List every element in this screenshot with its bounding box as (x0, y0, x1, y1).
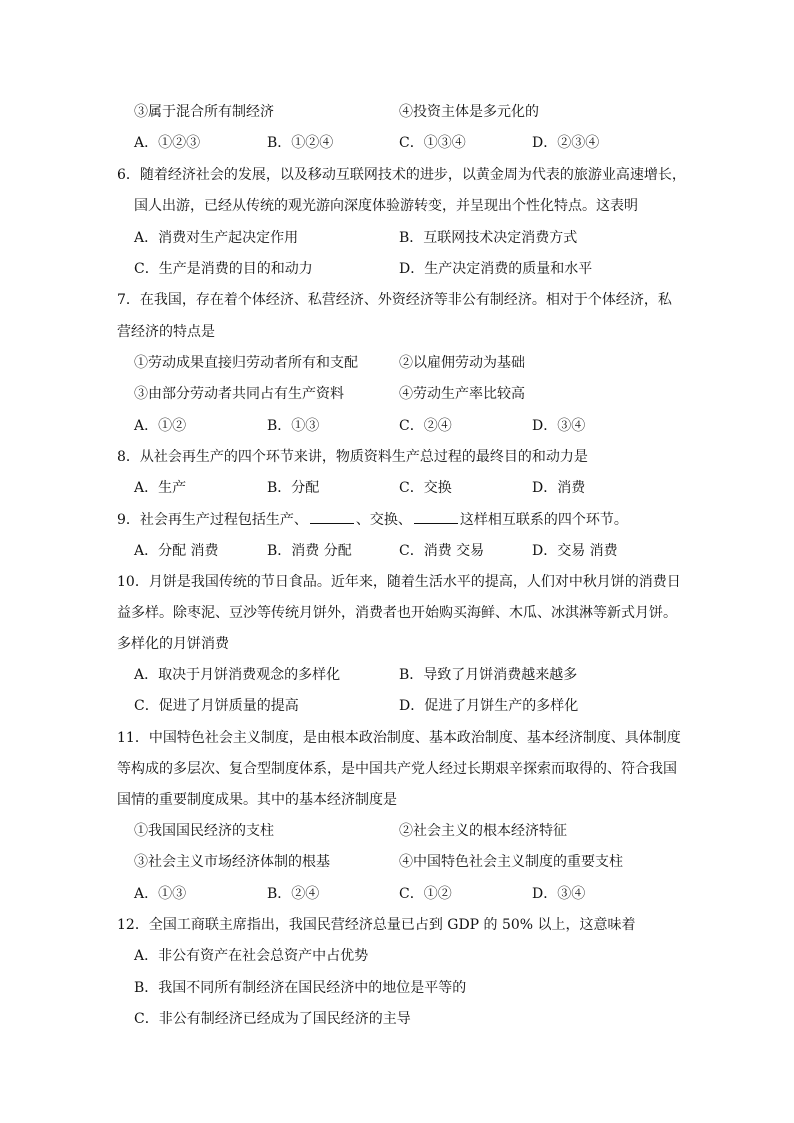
q10-stem-line-3: 多样化的月饼消费 (117, 636, 229, 652)
q6-stem-line-2: 国人出游，已经从传统的观光游向深度体验游转变，并呈现出个性化特点。这表明 (134, 198, 638, 214)
q11-item-2: ②社会主义的根本经济特征 (399, 823, 567, 839)
q9-stem (117, 510, 628, 530)
q8-option-c: C．交换 (399, 480, 452, 496)
q11-item-3: ③社会主义市场经济体制的根基 (134, 854, 330, 870)
q7-item-1: ①劳动成果直接归劳动者所有和支配 (134, 355, 358, 371)
q10-stem-line-2: 益多样。除枣泥、豆沙等传统月饼外，消费者也开始购买海鲜、木瓜、冰淇淋等新式月饼。 (117, 605, 677, 621)
q5-option-a: A．①②③ (134, 135, 201, 151)
q8-option-a: A．生产 (134, 480, 187, 496)
q11-stem-line-2: 等构成的多层次、复合型制度体系，是中国共产党人经过长期艰辛探索而取得的、符合我国 (117, 761, 677, 777)
q12-stem: 12．全国工商联主席指出，我国民营经济总量已占到 GDP 的 50% 以上，这意味着 (117, 917, 636, 933)
q7-stem-line-1: 7．在我国，存在着个体经济、私营经济、外资经济等非公有制经济。相对于个体经济，私 (117, 292, 672, 308)
q9-stem-part-2: 、交换、 (355, 512, 412, 528)
q7-option-a: A．①② (134, 418, 187, 434)
q11-option-a: A．①③ (134, 886, 187, 902)
q7-item-3: ③由部分劳动者共同占有生产资料 (134, 386, 344, 402)
q6-option-a: A．消费对生产起决定作用 (134, 230, 299, 246)
q11-stem-line-1: 11．中国特色社会主义制度，是由根本政治制度、基本政治制度、基本经济制度、具体制度 (117, 730, 681, 746)
q7-item-2: ②以雇佣劳动为基础 (399, 355, 525, 371)
q11-option-b: B．②④ (267, 886, 320, 902)
q12-option-c: C．非公有制经济已经成为了国民经济的主导 (134, 1011, 411, 1027)
q9-blank-1 (310, 511, 354, 524)
q6-option-d: D．生产决定消费的质量和水平 (399, 261, 593, 277)
q5-option-d: D．②③④ (532, 135, 600, 151)
q9-option-b: B．消费 分配 (267, 543, 352, 559)
q11-option-c: C．①② (399, 886, 452, 902)
q8-option-b: B．分配 (267, 480, 320, 496)
q7-option-d: D．③④ (532, 418, 586, 434)
q7-stem-line-2: 营经济的特点是 (117, 324, 215, 340)
q6-stem-line-1: 6．随着经济社会的发展，以及移动互联网技术的进步，以黄金周为代表的旅游业高速增长， (117, 167, 686, 183)
q10-option-b: B．导致了月饼消费越来越多 (399, 667, 578, 683)
q5-item-3: ③属于混合所有制经济 (134, 104, 274, 120)
q9-option-a: A．分配 消费 (134, 543, 219, 559)
q9-blank-2 (414, 511, 458, 524)
q7-item-4: ④劳动生产率比较高 (399, 386, 525, 402)
q7-option-c: C．②④ (399, 418, 452, 434)
q12-option-a: A．非公有资产在社会总资产中占优势 (134, 948, 369, 964)
q9-stem-part-1: 9．社会再生产过程包括生产、 (117, 512, 308, 528)
q7-option-b: B．①③ (267, 418, 320, 434)
q5-option-b: B．①②④ (267, 135, 334, 151)
q10-option-a: A．取决于月饼消费观念的多样化 (134, 667, 341, 683)
q5-item-4: ④投资主体是多元化的 (399, 104, 539, 120)
q5-option-c: C．①③④ (399, 135, 466, 151)
q9-stem-part-3: 这样相互联系的四个环节。 (459, 512, 628, 528)
q8-stem: 8．从社会再生产的四个环节来讲，物质资料生产总过程的最终目的和动力是 (117, 449, 588, 465)
q11-option-d: D．③④ (532, 886, 586, 902)
q12-option-b: B．我国不同所有制经济在国民经济中的地位是平等的 (134, 980, 467, 996)
q9-option-d: D．交易 消费 (532, 543, 618, 559)
q8-option-d: D．消费 (532, 480, 586, 496)
q6-option-b: B．互联网技术决定消费方式 (399, 230, 578, 246)
q10-stem-line-1: 10．月饼是我国传统的节日食品。近年来，随着生活水平的提高，人们对中秋月饼的消费日 (117, 574, 681, 590)
q10-option-d: D．促进了月饼生产的多样化 (399, 698, 579, 714)
q6-option-c: C．生产是消费的目的和动力 (134, 261, 313, 277)
q11-stem-line-3: 国情的重要制度成果。其中的基本经济制度是 (117, 792, 397, 808)
q9-option-c: C．消费 交易 (399, 543, 485, 559)
q10-option-c: C．促进了月饼质量的提高 (134, 698, 299, 714)
q11-item-1: ①我国国民经济的支柱 (134, 823, 274, 839)
q11-item-4: ④中国特色社会主义制度的重要支柱 (399, 854, 623, 870)
